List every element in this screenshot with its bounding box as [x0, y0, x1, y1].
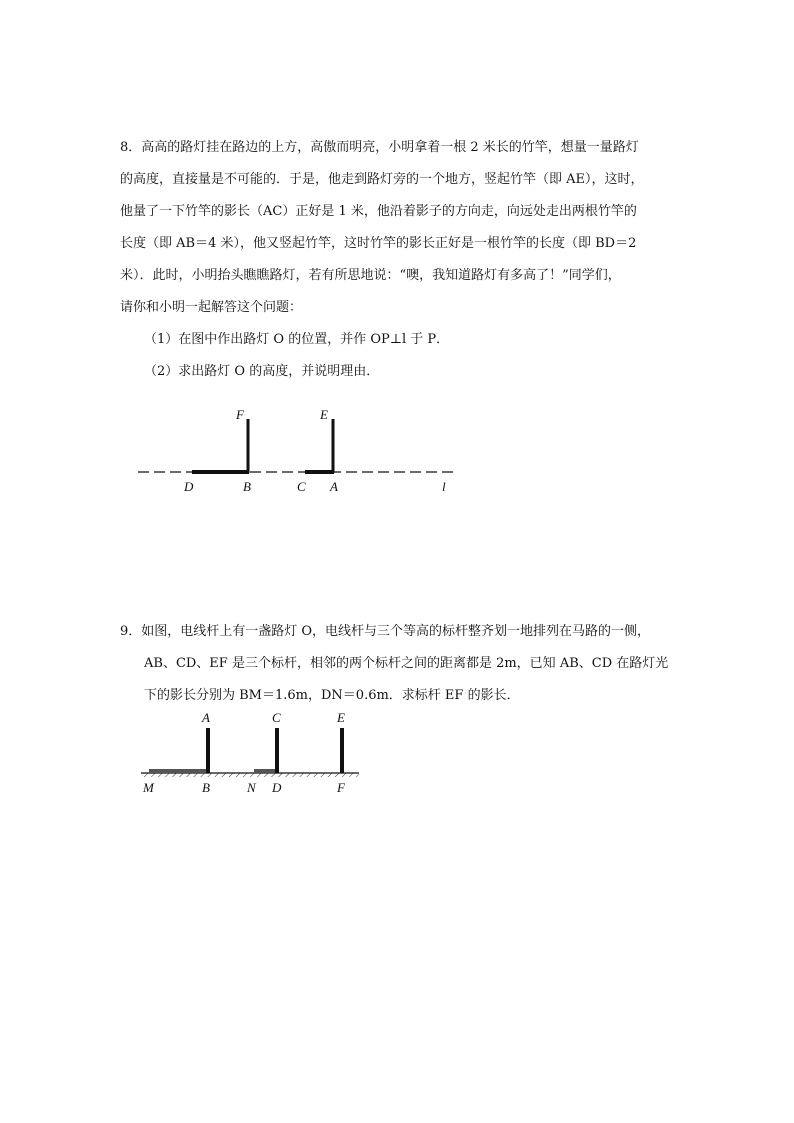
problem-9-line-2: AB、CD、EF 是三个标杆，相邻的两个标杆之间的距离都是 2m，已知 AB、CD 在路灯光: [144, 656, 669, 671]
label-B: B: [202, 780, 210, 795]
label-C: C: [297, 479, 306, 494]
problem-8-sub-2: （2）求出路灯 O 的高度，并说明理由．: [144, 364, 380, 379]
label-D: D: [272, 780, 282, 795]
problem-8-line-2: 的高度，直接量是不可能的．于是，他走到路灯旁的一个地方，竖起竹竿（即 AE），这时，: [120, 172, 644, 187]
problem-8-line-5: 米）．此时，小明抬头瞧瞧路灯，若有所思地说：“噢，我知道路灯有多高了！”同学们，: [120, 268, 621, 283]
problem-8: [120, 132, 680, 388]
problem-8-line-3: 他量了一下竹竿的影长（AC）正好是 1 米，他沿着影子的方向走，向远处走出两根竹竿的: [120, 204, 637, 219]
label-N: N: [247, 780, 256, 795]
problem-8-line-6: 请你和小明一起解答这个问题：: [120, 300, 303, 315]
problem-9: [120, 616, 680, 712]
problem-8-line-1: 8．高高的路灯挂在路边的上方，高傲而明亮，小明拿着一根 2 米长的竹竿，想量一量路灯: [120, 140, 639, 155]
label-D: D: [184, 479, 194, 494]
label-A: A: [330, 479, 338, 494]
problem-9-line-1: 9．如图，电线杆上有一盏路灯 O，电线杆与三个等高的标杆整齐划一地排列在马路的一侧，: [120, 624, 651, 639]
label-F: F: [236, 407, 244, 422]
label-M: M: [143, 780, 154, 795]
label-A: A: [202, 710, 210, 725]
label-F: F: [337, 780, 345, 795]
label-E: E: [337, 710, 345, 725]
label-l: l: [442, 479, 446, 494]
problem-8-sub-1: （1）在图中作出路灯 O 的位置，并作 OP⊥l 于 P．: [144, 332, 450, 347]
label-C: C: [272, 710, 281, 725]
problem-9-line-3: 下的影长分别为 BM＝1.6m，DN＝0.6m．求标杆 EF 的影长．: [144, 688, 520, 703]
label-B: B: [243, 479, 251, 494]
problem-9-figure: [135, 708, 365, 798]
problem-8-line-4: 长度（即 AB＝4 米），他又竖起竹竿，这时竹竿的影长正好是一根竹竿的长度（即 BD＝2: [120, 236, 637, 251]
label-E: E: [320, 407, 328, 422]
problem-8-figure: [130, 405, 470, 497]
